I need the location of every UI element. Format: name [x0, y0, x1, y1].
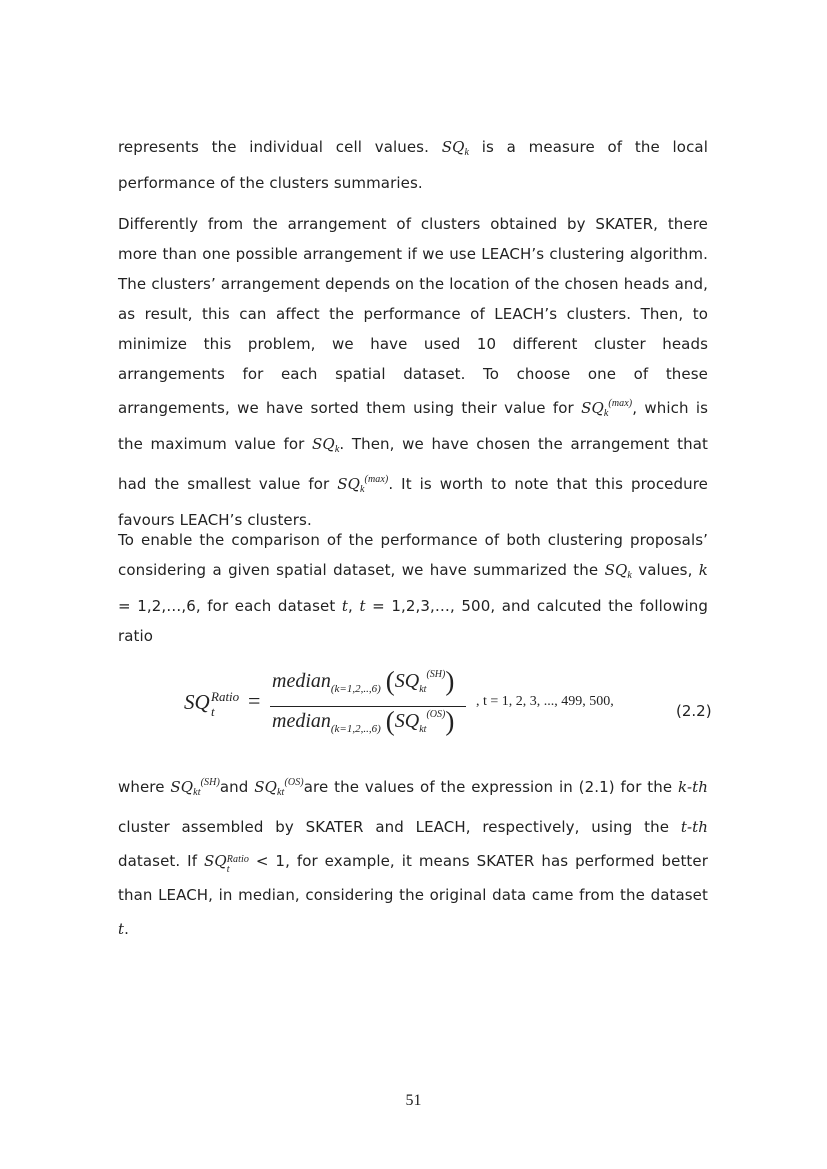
text: where: [118, 778, 171, 796]
text: cluster assembled by SKATER and LEACH, respectively, using the: [118, 818, 681, 836]
text: Differently from the arrangement of clusters obtained by SKATER, there more than one possible arrangement if we use LEACH’s clustering algorithm. The clusters’ arrangement depends on the location of the chosen heads and, as result, this can affect the performance of LEACH’s clusters. Then, to minimize this problem, we have used 10 different cluster heads arrangements for each spatial dataset. To choose one of these arrangements, we have sorted them using their value for: [118, 215, 708, 417]
equation-2-2: [184, 668, 714, 768]
fraction-denominator: median$_{(k=1,2,..,6)}$ $(SQ_{kt}^{(OS)})$: [272, 706, 455, 736]
text: is a measure of the local performance of the clusters summaries.: [118, 138, 708, 192]
text: represents the individual cell values.: [118, 138, 442, 156]
math-t: t: [359, 597, 366, 615]
equation-lhs: SQ Ratio t: [184, 689, 240, 719]
math-t: t: [341, 597, 348, 615]
math-k: k: [698, 561, 708, 579]
equation-condition: , t = 1, 2, 3, ..., 499, 500,: [476, 694, 614, 709]
math-sq-os: $SQ_{kt}^{(OS)}$: [254, 777, 304, 798]
fraction-numerator: median$_{(k=1,2,..,6)}$ $(SQ_{kt}^{(SH)})$: [272, 666, 455, 696]
text: . Then, we have chosen the arrangement that had the smallest value for: [118, 435, 708, 493]
math-sqk-max: $SQ_k^{(max)}$: [581, 398, 633, 419]
text: , which is the maximum value for: [118, 399, 709, 453]
math-sqk: $SQ_k$: [312, 435, 340, 455]
text: ,: [348, 597, 360, 615]
paragraph-1: [118, 132, 708, 198]
paragraph-3: [118, 525, 708, 651]
text: and: [219, 778, 255, 796]
text: are the values of the expression in (2.1) for the: [303, 778, 679, 796]
equation-number: (2.2): [676, 702, 712, 720]
paragraph-2: [118, 209, 708, 535]
text: dataset. If: [118, 852, 204, 870]
equals-sign: =: [248, 688, 261, 713]
math-sqk: $SQ_k$: [604, 561, 632, 581]
text: < 1, for example, it means SKATER has performed better than LEACH, in median, considering the original data came from the dataset: [118, 852, 709, 904]
math-sq-sh: $SQ_{kt}^{(SH)}$: [170, 777, 220, 798]
math-tth: t-th: [680, 818, 708, 836]
math-t: t: [118, 920, 125, 938]
text: = 1,2,3,…, 500, and calcuted the following ratio: [118, 597, 708, 645]
text: .: [124, 920, 130, 938]
math-sqk-max: $SQ_k^{(max)}$: [337, 474, 389, 495]
text: . It is worth to note that this procedure favours LEACH’s clusters.: [118, 475, 708, 529]
math-sqk: $SQ_k$: [441, 138, 470, 158]
math-kth: k-th: [678, 778, 708, 796]
text: To enable the comparison of the performance of both clustering proposals’ considering a given spatial dataset, we have summarized the: [118, 531, 708, 579]
page-number: 51: [405, 1092, 422, 1109]
math-sq-ratio: SQ Ratio t: [204, 852, 249, 875]
text: = 1,2,…,6, for each dataset: [118, 597, 342, 615]
paragraph-4: [118, 766, 708, 946]
text: values,: [631, 561, 699, 579]
